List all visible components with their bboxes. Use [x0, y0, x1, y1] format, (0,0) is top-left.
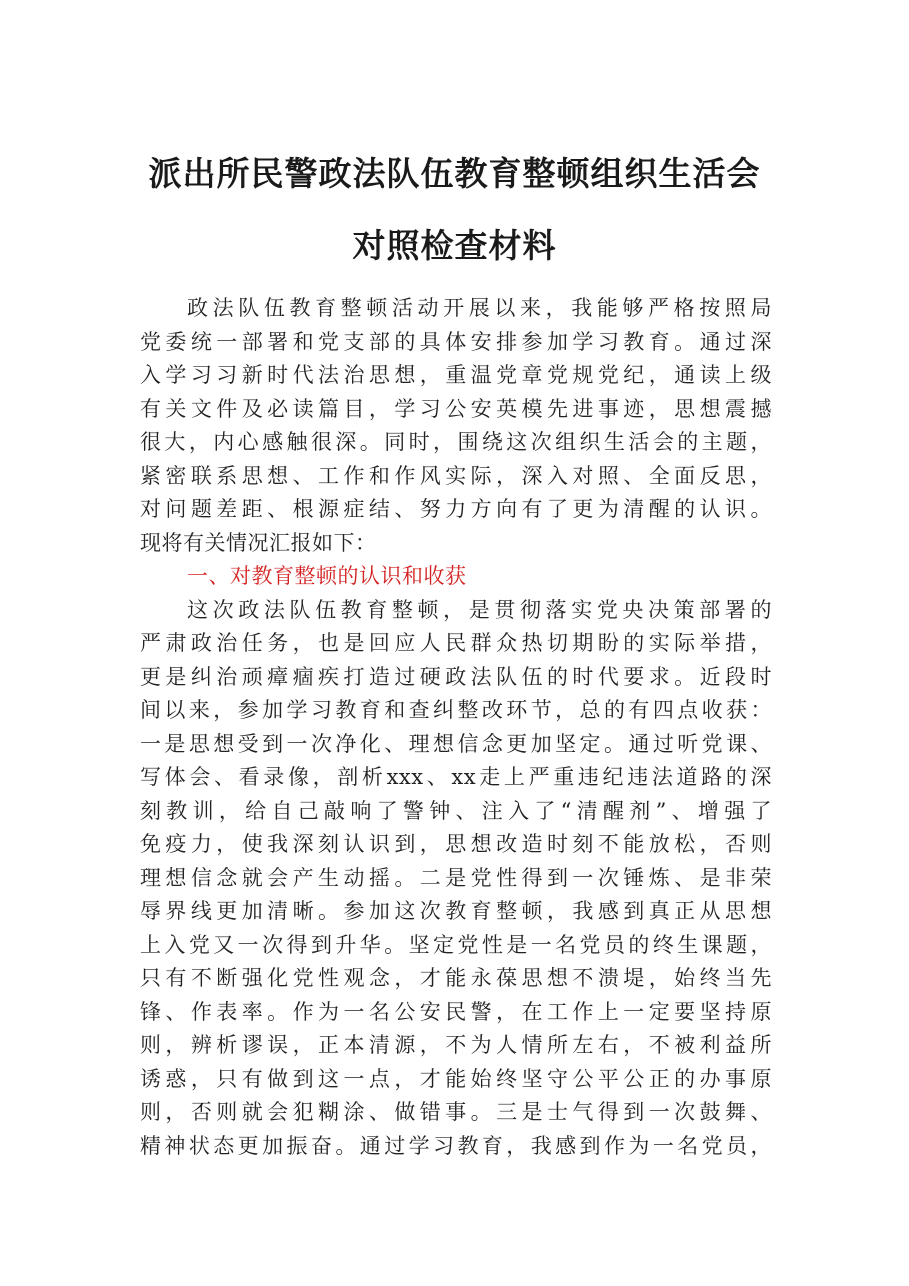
- text-line: 入学习习新时代法治思想，重温党章党规党纪，通读上级: [140, 363, 772, 387]
- text-line: 只有不断强化党性观念，才能永葆思想不溃堤，始终当先: [140, 966, 772, 990]
- text-line: 一是思想受到一次净化、理想信念更加坚定。通过听党课、: [140, 731, 772, 756]
- document-body: [140, 292, 772, 1163]
- text-line: 这次政法队伍教育整顿，是贯彻落实党央决策部署的: [187, 597, 772, 622]
- document-title-line-2: 对照检查材料: [352, 226, 557, 265]
- text-line: 严肃政治任务，也是回应人民群众热切期盼的实际举措，: [140, 631, 772, 655]
- text-line: 精神状态更加振奋。通过学习教育，我感到作为一名党员，: [140, 1133, 772, 1158]
- text-line: 则，辨析谬误，正本清源，不为人情所左右，不被利益所: [140, 1033, 772, 1057]
- text-line: 有关文件及必读篇目，学习公安英模先进事迹，思想震撼: [140, 396, 772, 421]
- text-line: 锋、作表率。作为一名公安民警，在工作上一定要坚持原: [140, 999, 772, 1024]
- text-line: 诱惑，只有做到这一点，才能始终坚守公平公正的办事原: [140, 1066, 772, 1091]
- text-line: 写体会、看录像，剖析xxx、xx走上严重违纪违法道路的深: [140, 765, 772, 789]
- text-line: 很大，内心感触很深。同时，围绕这次组织生活会的主题，: [140, 430, 772, 454]
- paragraph-section-1: [140, 594, 772, 1164]
- paragraph-intro: [140, 292, 772, 560]
- text-line: 现将有关情况汇报如下：: [140, 530, 377, 555]
- document-title-line-1: 派出所民警政法队伍教育整顿组织生活会: [148, 154, 761, 193]
- text-line: 辱界线更加清晰。参加这次教育整顿，我感到真正从思想: [140, 899, 772, 923]
- text-line: 对问题差距、根源症结、努力方向有了更为清醒的认识。: [140, 497, 772, 521]
- text-line: 更是纠治顽瘴痼疾打造过硬政法队伍的时代要求。近段时: [140, 664, 772, 689]
- text-line: 间以来，参加学习教育和查纠整改环节，总的有四点收获：: [140, 698, 772, 722]
- text-line: 党委统一部署和党支部的具体安排参加学习教育。通过深: [140, 329, 772, 354]
- text-line: 紧密联系思想、工作和作风实际，深入对照、全面反思，: [140, 463, 772, 488]
- text-line: 理想信念就会产生动摇。二是党性得到一次锤炼、是非荣: [140, 865, 772, 890]
- section-heading: 一、对教育整顿的认识和收获: [187, 564, 467, 588]
- text-line: 政法队伍教育整顿活动开展以来，我能够严格按照局: [187, 296, 772, 320]
- text-line: 上入党又一次得到升华。坚定党性是一名党员的终生课题，: [140, 932, 772, 957]
- text-line: 免疫力，使我深刻认识到，思想改造时刻不能放松，否则: [140, 832, 772, 856]
- text-line: 则，否则就会犯糊涂、做错事。三是士气得到一次鼓舞、: [140, 1100, 772, 1124]
- text-line: 刻教训，给自己敲响了警钟、注入了“清醒剂”、增强了: [140, 798, 772, 823]
